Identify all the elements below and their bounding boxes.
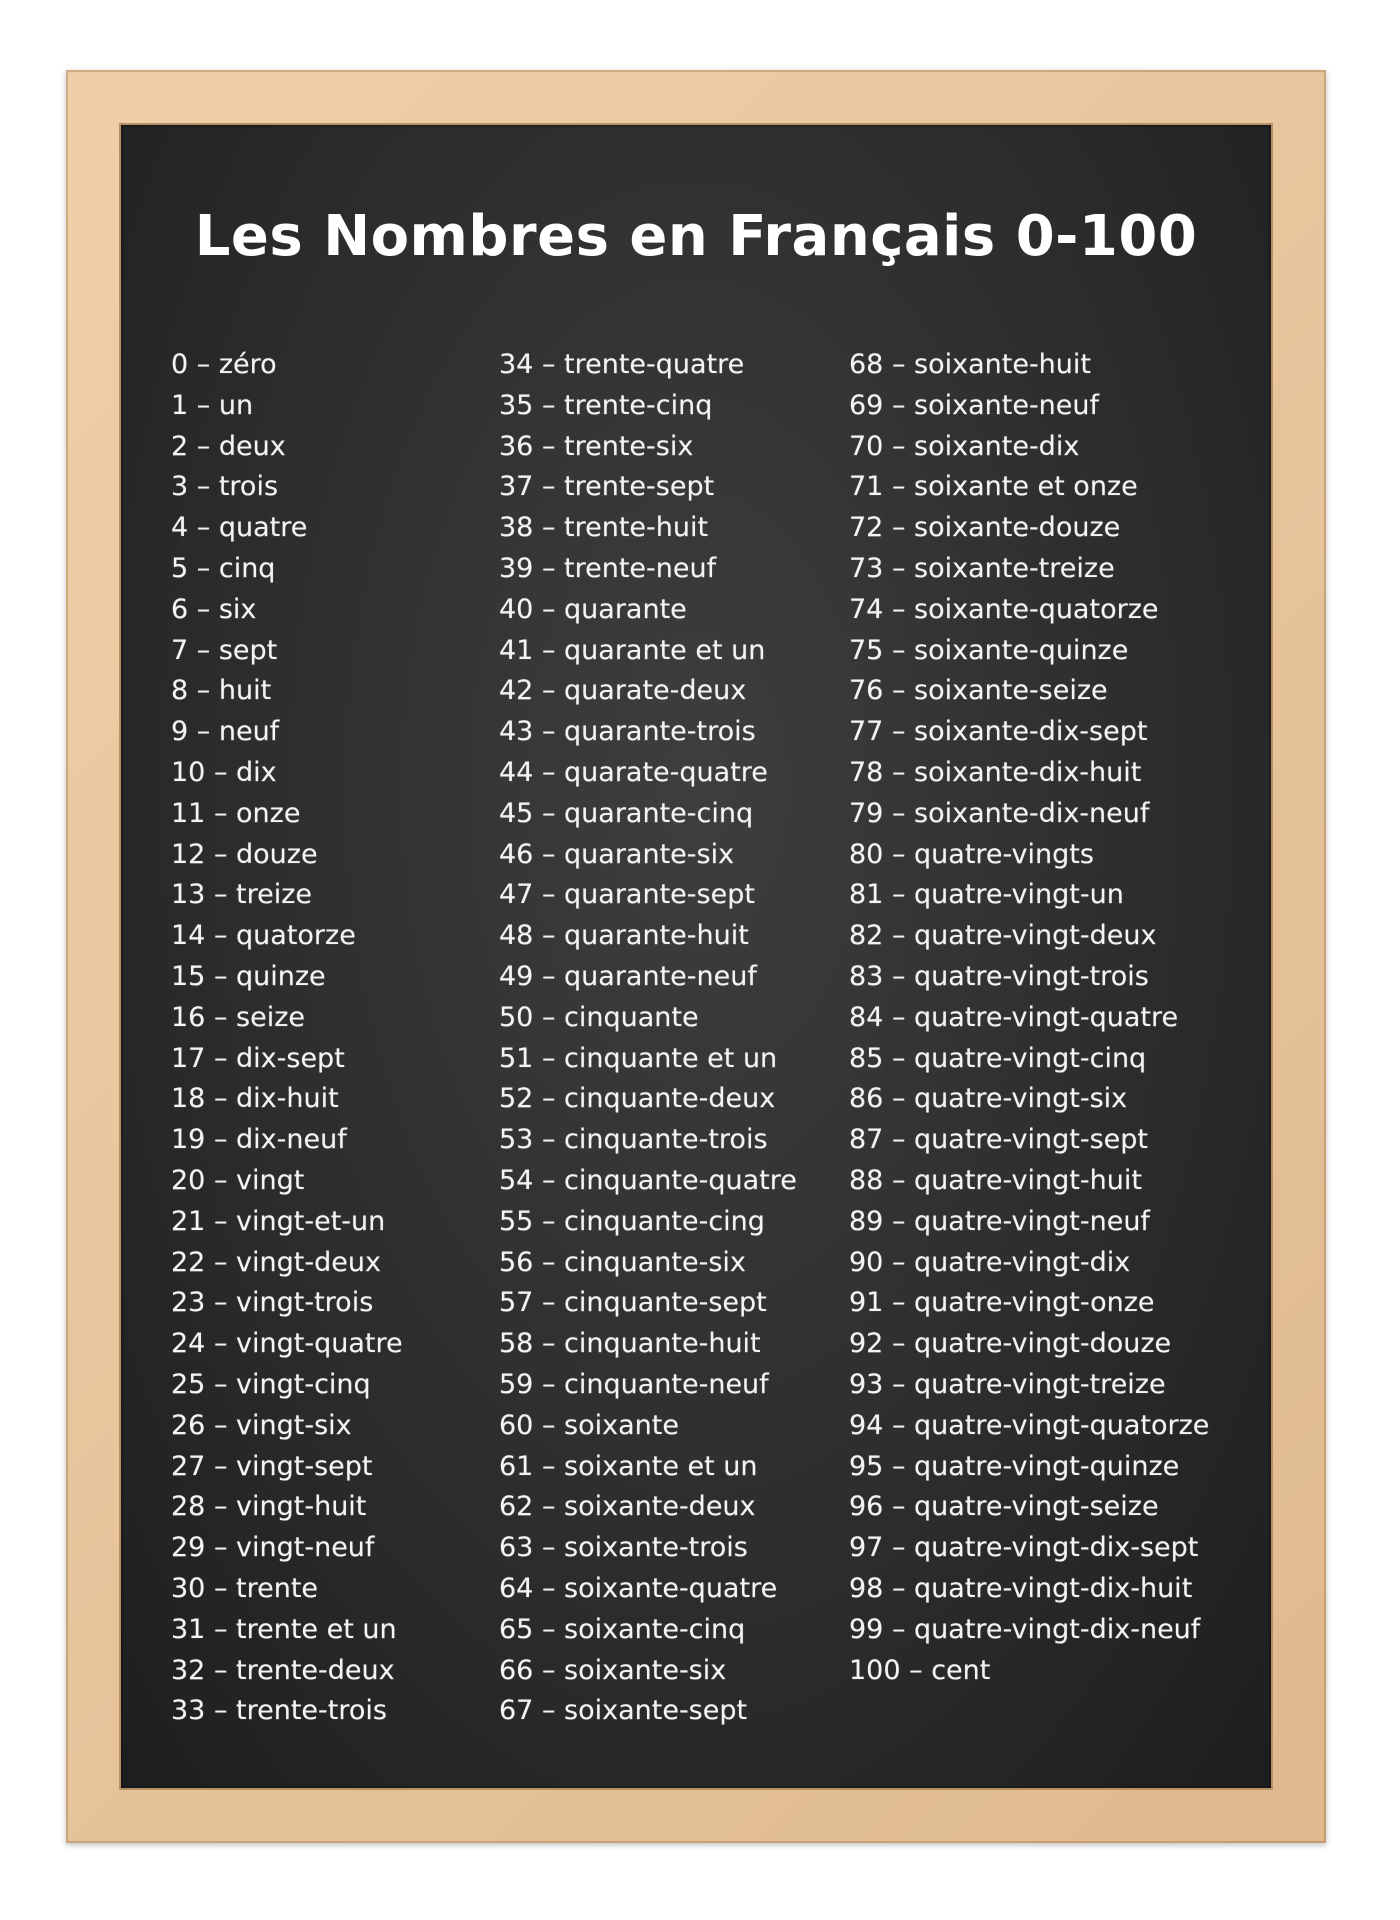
number-entry: 51 – cinquante et un	[499, 1042, 778, 1074]
number-entry: 66 – soixante-six	[499, 1654, 727, 1686]
number-entry: 8 – huit	[171, 675, 272, 707]
number-entry: 83 – quatre-vingt-trois	[849, 960, 1149, 992]
number-entry: 50 – cinquante	[499, 1001, 699, 1033]
number-entry: 11 – onze	[171, 797, 301, 829]
number-entry: 95 – quatre-vingt-quinze	[849, 1450, 1180, 1482]
number-entry: 87 – quatre-vingt-sept	[849, 1124, 1149, 1156]
number-entry: 84 – quatre-vingt-quatre	[849, 1001, 1179, 1033]
number-entry: 13 – treize	[171, 879, 313, 911]
number-entry: 100 – cent	[849, 1654, 991, 1686]
number-entry: 31 – trente et un	[171, 1613, 397, 1645]
number-column-3	[849, 345, 1209, 1691]
number-entry: 85 – quatre-vingt-cinq	[849, 1042, 1147, 1074]
number-entry: 22 – vingt-deux	[171, 1246, 381, 1278]
number-entry: 68 – soixante-huit	[849, 349, 1091, 380]
number-entry: 54 – cinquante-quatre	[499, 1164, 797, 1196]
number-entry: 36 – trente-six	[499, 430, 694, 462]
number-entry: 80 – quatre-vingts	[849, 838, 1094, 870]
wooden-frame	[66, 70, 1326, 1843]
number-entry: 19 – dix-neuf	[171, 1124, 347, 1156]
number-entry: 76 – soixante-seize	[849, 675, 1108, 707]
number-entry: 73 – soixante-treize	[849, 552, 1115, 584]
number-entry: 88 – quatre-vingt-huit	[849, 1164, 1142, 1196]
number-entry: 18 – dix-huit	[171, 1083, 339, 1115]
number-entry: 63 – soixante-trois	[499, 1532, 748, 1564]
number-entry: 93 – quatre-vingt-treize	[849, 1368, 1166, 1400]
number-entry: 59 – cinquante-neuf	[499, 1368, 769, 1400]
number-entry: 34 – trente-quatre	[499, 349, 745, 380]
number-entry: 67 – soixante-sept	[499, 1695, 748, 1727]
number-entry: 43 – quarante-trois	[499, 716, 756, 748]
number-entry: 30 – trente	[171, 1572, 319, 1604]
number-entry: 91 – quatre-vingt-onze	[849, 1287, 1155, 1319]
number-column-1	[171, 345, 403, 1732]
number-entry: 81 – quatre-vingt-un	[849, 879, 1124, 911]
number-entry: 16 – seize	[171, 1001, 305, 1033]
number-entry: 28 – vingt-huit	[171, 1491, 367, 1523]
number-entry: 90 – quatre-vingt-dix	[849, 1246, 1131, 1278]
number-entry: 82 – quatre-vingt-deux	[849, 920, 1157, 952]
number-entry: 5 – cinq	[171, 552, 276, 584]
number-entry: 77 – soixante-dix-sept	[849, 716, 1148, 748]
number-entry: 2 – deux	[171, 430, 286, 462]
number-entry: 29 – vingt-neuf	[171, 1532, 375, 1564]
number-entry: 64 – soixante-quatre	[499, 1572, 778, 1604]
number-entry: 53 – cinquante-trois	[499, 1124, 768, 1156]
number-entry: 27 – vingt-sept	[171, 1450, 373, 1482]
number-entry: 86 – quatre-vingt-six	[849, 1083, 1128, 1115]
number-entry: 72 – soixante-douze	[849, 512, 1121, 544]
number-entry: 57 – cinquante-sept	[499, 1287, 767, 1319]
number-entry: 62 – soixante-deux	[499, 1491, 756, 1523]
number-entry: 10 – dix	[171, 756, 277, 788]
number-entry: 39 – trente-neuf	[499, 552, 717, 584]
number-entry: 61 – soixante et un	[499, 1450, 758, 1482]
number-entry: 44 – quarate-quatre	[499, 756, 768, 788]
number-entry: 97 – quatre-vingt-dix-sept	[849, 1532, 1199, 1564]
number-entry: 12 – douze	[171, 838, 318, 870]
number-entry: 56 – cinquante-six	[499, 1246, 746, 1278]
number-entry: 98 – quatre-vingt-dix-huit	[849, 1572, 1193, 1604]
number-entry: 46 – quarante-six	[499, 838, 735, 870]
number-entry: 4 – quatre	[171, 512, 308, 544]
number-entry: 35 – trente-cinq	[499, 389, 713, 421]
number-entry: 79 – soixante-dix-neuf	[849, 797, 1150, 829]
number-entry: 24 – vingt-quatre	[171, 1328, 403, 1360]
number-entry: 96 – quatre-vingt-seize	[849, 1491, 1159, 1523]
number-entry: 94 – quatre-vingt-quatorze	[849, 1409, 1210, 1441]
number-entry: 78 – soixante-dix-huit	[849, 756, 1142, 788]
number-entry: 48 – quarante-huit	[499, 920, 749, 952]
number-entry: 17 – dix-sept	[171, 1042, 345, 1074]
number-entry: 41 – quarante et un	[499, 634, 766, 666]
number-entry: 40 – quarante	[499, 593, 687, 625]
number-entry: 26 – vingt-six	[171, 1409, 352, 1441]
number-column-2	[499, 345, 797, 1732]
number-entry: 55 – cinquante-cing	[499, 1205, 765, 1237]
number-entry: 0 – zéro	[171, 349, 277, 380]
number-entry: 25 – vingt-cinq	[171, 1368, 371, 1400]
number-entry: 74 – soixante-quatorze	[849, 593, 1159, 625]
number-entry: 58 – cinquante-huit	[499, 1328, 761, 1360]
number-entry: 6 – six	[171, 593, 257, 625]
number-entry: 23 – vingt-trois	[171, 1287, 374, 1319]
number-entry: 14 – quatorze	[171, 920, 356, 952]
number-entry: 32 – trente-deux	[171, 1654, 395, 1686]
number-entry: 42 – quarate-deux	[499, 675, 747, 707]
number-entry: 99 – quatre-vingt-dix-neuf	[849, 1613, 1201, 1645]
number-entry: 45 – quarante-cinq	[499, 797, 754, 829]
number-entry: 49 – quarante-neuf	[499, 960, 757, 992]
number-entry: 60 – soixante	[499, 1409, 679, 1441]
number-entry: 21 – vingt-et-un	[171, 1205, 386, 1237]
page-title: Les Nombres en Français 0-100	[194, 204, 1198, 269]
number-entry: 65 – soixante-cinq	[499, 1613, 746, 1645]
number-entry: 70 – soixante-dix	[849, 430, 1080, 462]
number-entry: 92 – quatre-vingt-douze	[849, 1328, 1172, 1360]
number-entry: 1 – un	[171, 389, 254, 421]
number-entry: 20 – vingt	[171, 1164, 305, 1196]
number-entry: 69 – soixante-neuf	[849, 389, 1100, 421]
chalkboard	[121, 125, 1271, 1788]
number-entry: 37 – trente-sept	[499, 471, 715, 503]
number-entry: 89 – quatre-vingt-neuf	[849, 1205, 1150, 1237]
number-entry: 47 – quarante-sept	[499, 879, 755, 911]
number-entry: 15 – quinze	[171, 960, 326, 992]
number-entry: 3 – trois	[171, 471, 279, 503]
number-entry: 52 – cinquante-deux	[499, 1083, 776, 1115]
number-entry: 38 – trente-huit	[499, 512, 709, 544]
number-entry: 9 – neuf	[171, 716, 280, 748]
number-entry: 71 – soixante et onze	[849, 471, 1138, 503]
number-entry: 75 – soixante-quinze	[849, 634, 1129, 666]
number-entry: 7 – sept	[171, 634, 278, 666]
number-entry: 33 – trente-trois	[171, 1695, 387, 1727]
